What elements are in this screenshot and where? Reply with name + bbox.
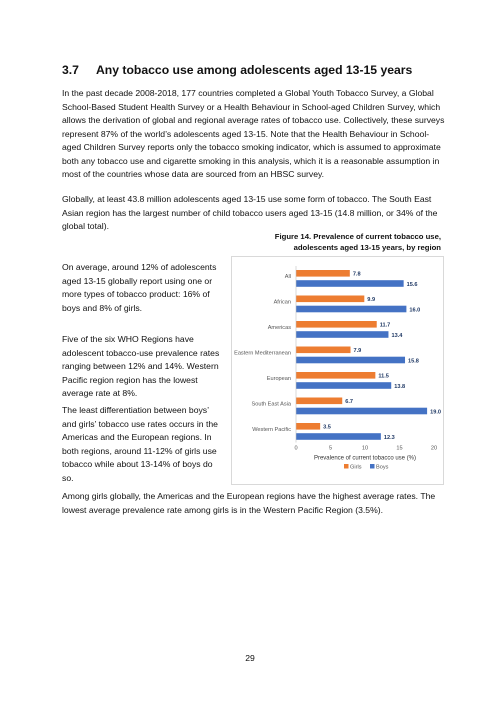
x-tick-label: 15: [396, 445, 403, 452]
category-label: African: [273, 299, 291, 306]
data-label: 11.5: [378, 373, 389, 380]
bar-girls: [296, 372, 375, 379]
bar-girls: [296, 321, 377, 328]
legend-swatch-boys: [370, 464, 375, 469]
data-label: 13.4: [391, 332, 403, 339]
x-tick-label: 20: [430, 445, 438, 452]
figure-caption-line-2: adolescents aged 13-15 years, by region: [293, 243, 441, 252]
intro-paragraph: In the past decade 2008-2018, 177 countries completed a Global Youth Tobacco Survey, a Global School-Based Student Health Survey or a Health Behaviour in School-aged Children Survey, which allows the derivation of global and regional average rates of tobacco use. Collectively, these surveys represent 87% of the world’s adolescents aged 13-15. Note that the Health Behaviour in School-aged Children Survey reports only the tobacco smoking indicator, which is assumed to approximate both any tobacco use and cigarette smoking in this analysis, which it is a reasonable assumption in most of the countries whose data are sourced from an HBSC survey.: [62, 88, 445, 179]
category-label: All: [284, 274, 291, 281]
data-label: 7.8: [352, 271, 361, 278]
bar-girls: [296, 347, 351, 354]
data-label: 7.9: [353, 348, 362, 355]
x-tick-label: 10: [361, 445, 369, 452]
bar-boys: [296, 382, 391, 389]
regions-paragraph: Five of the six WHO Regions have adolescent tobacco-use prevalence rates ranging between 12% and 14%. Western Pacific region region has the lowest average rate at 8%.: [62, 334, 220, 398]
data-label: 12.3: [383, 434, 395, 441]
chart-svg: [232, 257, 445, 486]
category-label: Eastern Mediterranean: [234, 350, 291, 357]
bar-girls: [296, 270, 350, 277]
data-label: 15.8: [408, 358, 419, 365]
bar-boys: [296, 280, 404, 287]
data-label: 6.7: [345, 399, 354, 406]
bar-girls: [296, 398, 342, 405]
data-label: 11.7: [379, 322, 391, 329]
data-label: 16.0: [409, 307, 421, 314]
legend-label-boys: Boys: [376, 464, 389, 471]
bar-boys: [296, 331, 388, 338]
bar-girls: [296, 296, 364, 303]
category-label: Americas: [267, 325, 291, 332]
bar-boys: [296, 306, 406, 313]
bar-boys: [296, 357, 405, 364]
x-tick-label: 5: [328, 445, 333, 452]
section-title: Any tobacco use among adolescents aged 13-15 years: [96, 63, 413, 77]
figure-caption-line-1: Figure 14. Prevalence of current tobacco use,: [274, 232, 441, 241]
differentiation-paragraph: The least differentiation between boys’ and girls’ tobacco use rates occurs in the Americas and the European regions. In both regions, around 11-12% of girls use tobacco while about 13-14% of boys do so.: [62, 405, 218, 483]
legend-label-girls: Girls: [350, 464, 362, 471]
data-label: 9.9: [367, 297, 376, 304]
legend-swatch-girls: [344, 464, 349, 469]
data-label: 3.5: [323, 424, 331, 431]
bar-girls: [296, 423, 320, 430]
data-label: 19.0: [430, 409, 441, 416]
section-heading: [62, 62, 462, 78]
category-label: European: [266, 376, 291, 383]
bar-boys: [296, 408, 427, 415]
data-label: 15.6: [406, 281, 418, 288]
data-label: 13.8: [394, 383, 406, 390]
prevalence-chart: [231, 256, 444, 485]
average-paragraph: On average, around 12% of adolescents aged 13-15 globally report using one or more types of tobacco product: 16% of boys and 8% of girls.: [62, 262, 217, 313]
x-tick-label: 0: [294, 445, 298, 452]
x-axis-label: Prevalence of current tobacco use (%): [313, 455, 417, 462]
girls-paragraph: Among girls globally, the Americas and the European regions have the highest average rates. The lowest average prevalence rate among girls is in the Western Pacific Region (3.5%).: [62, 491, 436, 515]
figure-caption: [232, 231, 441, 253]
category-label: Western Pacific: [252, 427, 291, 434]
global-paragraph: Globally, at least 43.8 million adolescents aged 13-15 use some form of tobacco. The South East Asian region has the largest number of child tobacco users aged 13-15 (14.8 million, or 34% of the global total).: [62, 194, 438, 231]
category-label: South East Asia: [251, 401, 291, 408]
section-number: 3.7: [62, 63, 79, 77]
bar-boys: [296, 433, 381, 440]
page-number: 29: [245, 653, 255, 663]
